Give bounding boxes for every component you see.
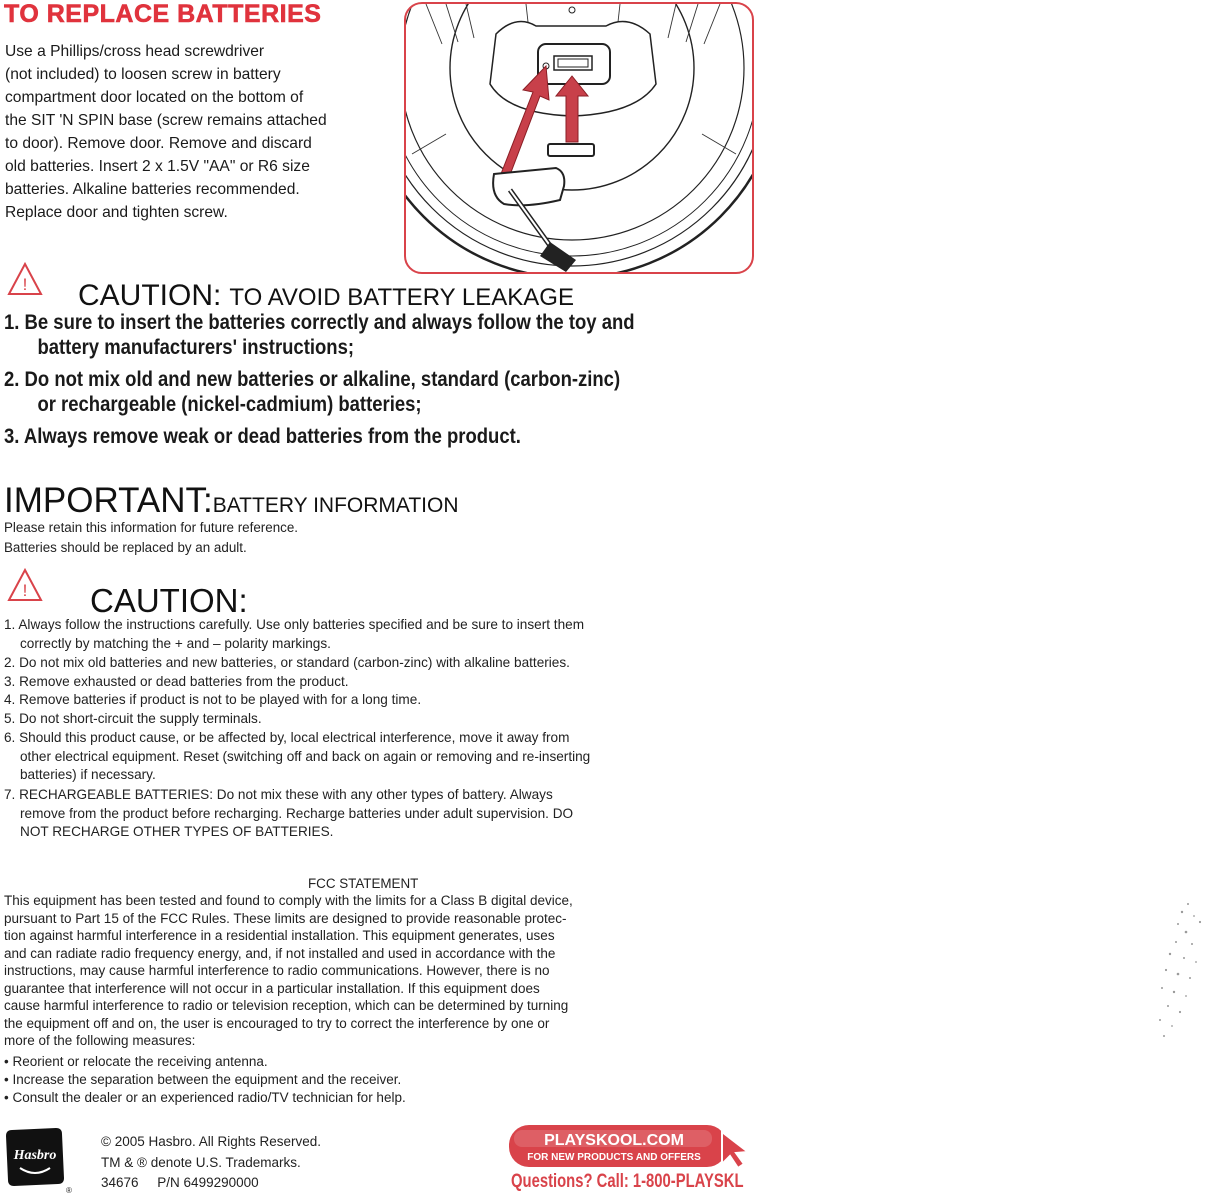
svg-text:!: ! [22, 581, 28, 600]
caution-leakage-subtitle: TO AVOID BATTERY LEAKAGE [229, 284, 574, 311]
caution-item-text: 5. Do not short-circuit the supply terminals. [4, 711, 262, 726]
caution-item-text: 1. Always follow the instructions carefully. Use only batteries specified and be sure to insert them [4, 617, 585, 632]
caution-item [4, 616, 584, 653]
instruction-line: old batteries. Insert 2 x 1.5V "AA" or R6 size [5, 158, 310, 175]
instruction-line: to door). Remove door. Remove and discard [5, 135, 312, 152]
instruction-line: Replace door and tighten screw. [5, 204, 228, 221]
battery-instructions [5, 40, 380, 224]
caution-item-text: 4. Remove batteries if product is not to be played with for a long time. [4, 692, 422, 707]
questions-phone: Questions? Call: 1-800-PLAYSKL [511, 1171, 744, 1192]
leakage-item-text: 1. Be sure to insert the batteries correctly and always follow the toy and [4, 311, 635, 334]
fcc-line: This equipment has been tested and found to comply with the limits for a Class B digital device, [4, 893, 573, 908]
leakage-item-text: 2. Do not mix old and new batteries or alkaline, standard (carbon-zinc) [4, 368, 621, 391]
registered-mark: ® [66, 1186, 72, 1195]
fcc-line: cause harmful interference to radio or television reception, which can be determined by turning [4, 998, 569, 1013]
caution-item [4, 673, 349, 692]
important-heading [4, 481, 459, 521]
caution-item-text: 3. Remove exhausted or dead batteries from the product. [4, 674, 349, 689]
hasbro-logo-text: Hasbro [13, 1148, 57, 1163]
fcc-measure: • Increase the separation between the equipment and the receiver. [4, 1072, 402, 1087]
cursor-arrow-icon [722, 1132, 748, 1168]
caution-leakage-title: CAUTION: [78, 279, 222, 312]
fcc-measure: • Consult the dealer or an experienced radio/TV technician for help. [4, 1090, 406, 1105]
caution-heading: CAUTION: [90, 582, 248, 619]
fcc-line: pursuant to Part 15 of the FCC Rules. These limits are designed to provide reasonable protec- [4, 910, 567, 926]
warning-triangle-icon [7, 262, 43, 296]
part-number-text: 34676 P/N 6499290000 [101, 1175, 259, 1190]
caution-item-continued: other electrical equipment. Reset (switching off and back on again or removing and re-inserting [20, 748, 591, 764]
caution-item-continued: batteries) if necessary. [20, 767, 156, 783]
fcc-line: the equipment off and on, the user is encouraged to try to correct the interference by one or [4, 1015, 550, 1031]
warning-triangle-icon [7, 568, 43, 602]
caution-leakage-heading [78, 279, 574, 313]
caution-item-text: 7. RECHARGEABLE BATTERIES: Do not mix these with any other types of battery. Always [4, 787, 553, 802]
battery-compartment-illustration [404, 2, 754, 274]
copyright-text: © 2005 Hasbro. All Rights Reserved. [101, 1134, 322, 1149]
instruction-line: the SIT 'N SPIN base (screw remains attached [5, 112, 327, 129]
caution-item [4, 654, 570, 673]
fcc-line: tion against harmful interference in a residential installation. This equipment generates, uses [4, 928, 555, 943]
caution-item [4, 729, 590, 785]
scan-speckle [1148, 898, 1206, 1040]
fcc-line: instructions, may cause harmful interference to radio communications. However, there is no [4, 963, 550, 978]
caution-item [4, 691, 421, 710]
leakage-item [4, 424, 521, 449]
fcc-statement [4, 892, 764, 1050]
playskool-tagline: FOR NEW PRODUCTS AND OFFERS [527, 1152, 701, 1163]
important-subtitle: BATTERY INFORMATION [212, 494, 459, 517]
caution-item-continued: NOT RECHARGE OTHER TYPES OF BATTERIES. [20, 824, 334, 840]
leakage-item-continued: or rechargeable (nickel-cadmium) batteries; [37, 393, 422, 416]
leakage-item-continued: battery manufacturers' instructions; [37, 336, 355, 359]
leakage-item [4, 367, 620, 417]
fcc-line: more of the following measures: [4, 1033, 196, 1048]
trademark-text: TM & ® denote U.S. Trademarks. [101, 1155, 301, 1170]
caution-item-text: 2. Do not mix old batteries and new batteries, or standard (carbon-zinc) with alkaline batteries. [4, 655, 570, 670]
playskool-url: PLAYSKOOL.COM [544, 1132, 684, 1149]
instruction-line: Use a Phillips/cross head screwdriver [5, 43, 265, 60]
instruction-line: compartment door located on the bottom of [5, 89, 304, 106]
important-note: Batteries should be replaced by an adult. [4, 540, 247, 555]
svg-text:!: ! [22, 275, 28, 294]
caution-item-continued: correctly by matching the + and – polarity markings. [20, 635, 331, 651]
playskool-badge[interactable] [508, 1124, 752, 1170]
instruction-line: (not included) to loosen screw in battery [5, 66, 281, 83]
caution-item-text: 6. Should this product cause, or be affected by, local electrical interference, move it away from [4, 730, 570, 745]
leakage-item-text: 3. Always remove weak or dead batteries from the product. [4, 425, 521, 448]
fcc-line: and can radiate radio frequency energy, and, if not installed and used in accordance with the [4, 945, 556, 961]
fcc-line: guarantee that interference will not occur in a particular installation. If this equipment does [4, 980, 540, 996]
caution-item [4, 786, 573, 842]
important-title: IMPORTANT: [4, 481, 213, 520]
base-underside-drawing [406, 4, 752, 272]
instruction-line: batteries. Alkaline batteries recommended. [5, 181, 300, 198]
fcc-measure: • Reorient or relocate the receiving antenna. [4, 1054, 268, 1069]
hasbro-logo [6, 1128, 64, 1186]
page-title: TO REPLACE BATTERIES [4, 0, 322, 28]
leakage-item [4, 310, 635, 360]
caution-item-continued: remove from the product before recharging. Recharge batteries under adult supervision. DO [20, 805, 574, 821]
fcc-title: FCC STATEMENT [308, 876, 419, 891]
important-note: Please retain this information for future reference. [4, 520, 298, 535]
caution-item [4, 710, 262, 729]
